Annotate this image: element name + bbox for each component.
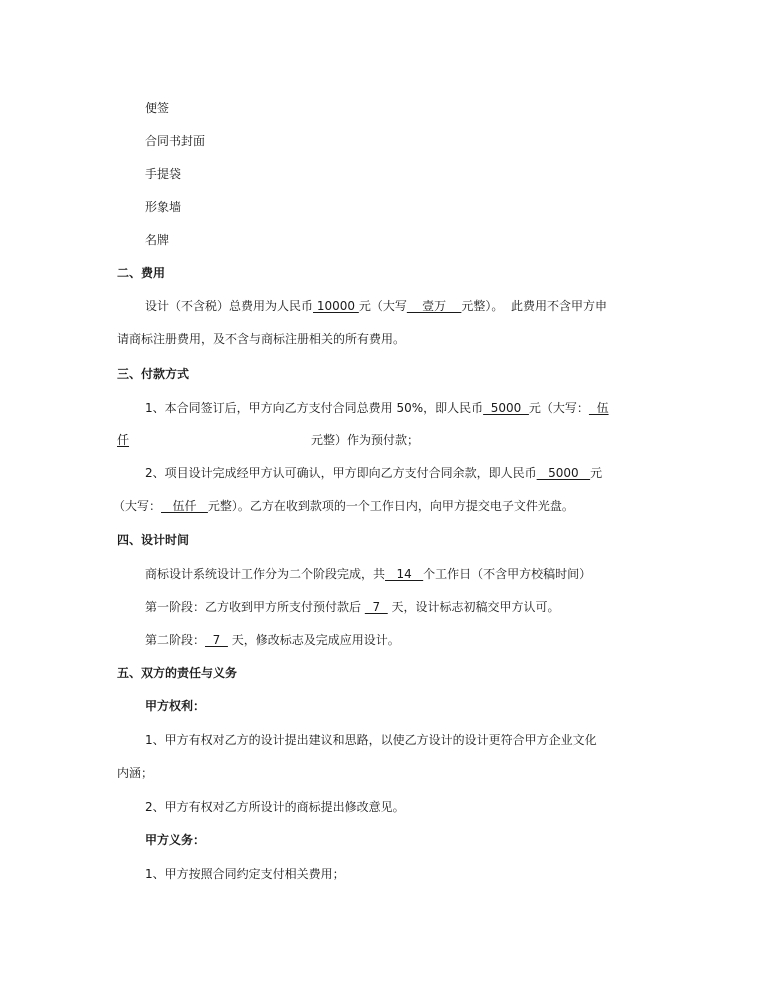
section-responsibilities-heading: 五、双方的责任与义务 (117, 666, 238, 680)
payment-clause-2-cont: （大写： 伍仟 元整）。乙方在收到款项的一个工作日内，向甲方提交电子文件光盘。 (113, 499, 574, 513)
section-payment-heading: 三、付款方式 (117, 367, 190, 381)
balance-amount-upper: 伍仟 (161, 499, 208, 513)
party-a-duties-heading: 甲方义务： (145, 833, 206, 847)
schedule-overview: 商标设计系统设计工作分为二个阶段完成，共 14 个工作日（不含甲方校稿时间） (145, 567, 592, 581)
party-a-right-2: 2、甲方有权对乙方所设计的商标提出修改意见。 (145, 800, 405, 814)
section-schedule-heading: 四、设计时间 (117, 533, 190, 547)
phase-2-days: 7 (205, 633, 228, 647)
balance-amount: 5000 (536, 466, 591, 480)
payment-clause-2: 2、项目设计完成经甲方认可确认，甲方即向乙方支付合同余款，即人民币 5000 元 (145, 466, 603, 480)
payment-clause-1-tail: 元整）作为预付款； (311, 433, 420, 447)
party-a-right-1: 1、甲方有权对乙方的设计提出建议和思路，以使乙方设计的设计更符合甲方企业文化 (145, 733, 597, 747)
schedule-phase-1: 第一阶段：乙方收到甲方所支付预付款后 7 天，设计标志初稿交甲方认可。 (145, 600, 560, 614)
prepayment-amount: 5000 (483, 401, 529, 415)
fees-paragraph: 设计（不含税）总费用为人民币 10000 元（大写 壹万 元整）。 此费用不含甲方申 (145, 299, 608, 313)
section-fees-heading: 二、费用 (117, 266, 166, 280)
party-a-right-1-cont: 内涵； (117, 766, 154, 780)
item-handbag: 手提袋 (145, 167, 182, 181)
prepayment-amount-upper: 伍 (588, 401, 609, 415)
fees-paragraph-cont: 请商标注册费用，及不含与商标注册相关的所有费用。 (117, 332, 406, 346)
item-image-wall: 形象墙 (145, 200, 182, 214)
item-sticky-note: 便签 (145, 101, 170, 115)
payment-clause-1-cont: 仟 (117, 433, 130, 447)
party-a-rights-heading: 甲方权利： (145, 699, 206, 713)
total-amount: 10000 (313, 299, 359, 313)
schedule-phase-2: 第二阶段： 7 天，修改标志及完成应用设计。 (145, 633, 400, 647)
payment-clause-1: 1、本合同签订后，甲方向乙方支付合同总费用 50%，即人民币 5000 元（大写： 伍 (145, 401, 609, 415)
phase-1-days: 7 (364, 600, 388, 614)
total-workdays: 14 (385, 567, 424, 581)
party-a-duty-1: 1、甲方按照合同约定支付相关费用； (145, 867, 345, 881)
item-nameplate: 名牌 (145, 233, 170, 247)
total-amount-upper: 壹万 (406, 299, 462, 313)
item-contract-cover: 合同书封面 (145, 134, 206, 148)
